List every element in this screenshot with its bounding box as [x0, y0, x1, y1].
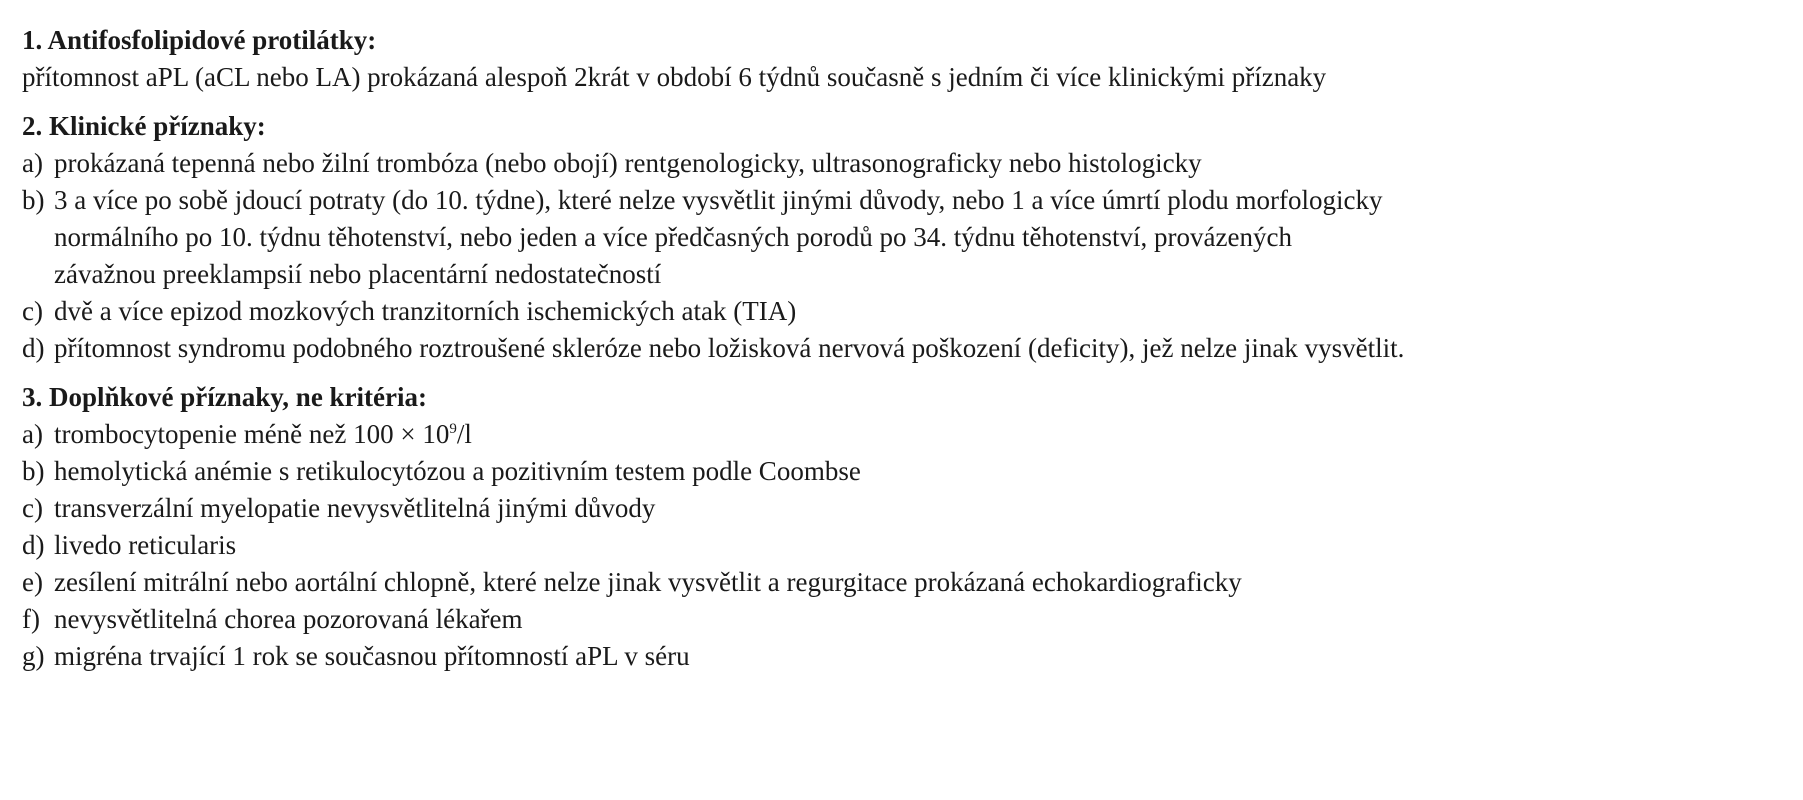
list-item-text-before: trombocytopenie méně než 100 × 10	[54, 419, 450, 449]
list-item	[22, 145, 1792, 182]
list-item-text: livedo reticularis	[54, 530, 237, 560]
list-item-line: přítomnost syndromu podobného roztroušené skleróze nebo ložisková nervová poškození (deficity), jež nelze jinak vysvětlit.	[54, 333, 1405, 363]
list-item-line: 3 a více po sobě jdoucí potraty (do 10. týdne), které nelze vysvětlit jinými důvody, nebo 1 a více úmrtí plodu morfologicky	[54, 185, 1383, 215]
list-item	[22, 293, 1792, 330]
list-item-line: normálního po 10. týdnu těhotenství, nebo jeden a více předčasných porodů po 34. týdnu těhotenství, provázených	[54, 222, 1292, 252]
list-marker: a)	[22, 148, 43, 178]
section-clinical-symptoms	[22, 108, 1792, 367]
list-marker: d)	[22, 530, 45, 560]
list-marker: c)	[22, 493, 43, 523]
list-item-text: hemolytická anémie s retikulocytózou a pozitivním testem podle Coombse	[54, 456, 861, 486]
list-item	[22, 564, 1792, 601]
list-item-line: prokázaná tepenná nebo žilní trombóza (nebo obojí) rentgenologicky, ultrasonograficky nebo histologicky	[54, 148, 1202, 178]
list-item-text: transverzální myelopatie nevysvětlitelná jinými důvody	[54, 493, 656, 523]
list-item-text	[54, 330, 1792, 367]
list-marker: f)	[22, 604, 40, 634]
list-item	[22, 416, 1792, 453]
section-3-heading: 3. Doplňkové příznaky, ne kritéria:	[22, 382, 428, 412]
section-2-heading: 2. Klinické příznaky:	[22, 111, 266, 141]
list-item-line: dvě a více epizod mozkových tranzitorních ischemických atak (TIA)	[54, 296, 797, 326]
list-item-text: nevysvětlitelná chorea pozorovaná lékařem	[54, 604, 523, 634]
list-item	[22, 453, 1792, 490]
list-item	[22, 330, 1792, 367]
list-item-text	[54, 416, 1792, 453]
spacer	[22, 367, 1792, 379]
section-antiphospholipid-antibodies	[22, 22, 1792, 96]
list-marker: c)	[22, 296, 43, 326]
list-item-text-after: /l	[456, 419, 472, 449]
spacer	[22, 96, 1792, 108]
superscript-exponent: 9	[449, 421, 457, 437]
list-marker: b)	[22, 185, 45, 215]
list-marker: a)	[22, 419, 43, 449]
criteria-document	[22, 22, 1792, 782]
list-item-text: migréna trvající 1 rok se současnou přítomností aPL v séru	[54, 641, 690, 671]
list-marker: e)	[22, 567, 43, 597]
list-item	[22, 527, 1792, 564]
list-item-text	[54, 145, 1792, 182]
list-item	[22, 490, 1792, 527]
list-item	[22, 638, 1792, 675]
list-item-text	[54, 293, 1792, 330]
list-marker: b)	[22, 456, 45, 486]
section-1-heading: 1. Antifosfolipidové protilátky:	[22, 25, 377, 55]
list-item-text: zesílení mitrální nebo aortální chlopně, které nelze jinak vysvětlit a regurgitace prokázaná echokardiograficky	[54, 567, 1242, 597]
list-marker: d)	[22, 333, 45, 363]
section-1-text: přítomnost aPL (aCL nebo LA) prokázaná alespoň 2krát v období 6 týdnů současně s jedním či více klinickými příznaky	[22, 62, 1327, 92]
section-additional-symptoms	[22, 379, 1792, 675]
list-marker: g)	[22, 641, 45, 671]
list-item	[22, 182, 1792, 293]
list-item	[22, 601, 1792, 638]
list-item-line: závažnou preeklampsií nebo placentární nedostatečností	[54, 259, 662, 289]
list-item-text	[54, 182, 1792, 293]
